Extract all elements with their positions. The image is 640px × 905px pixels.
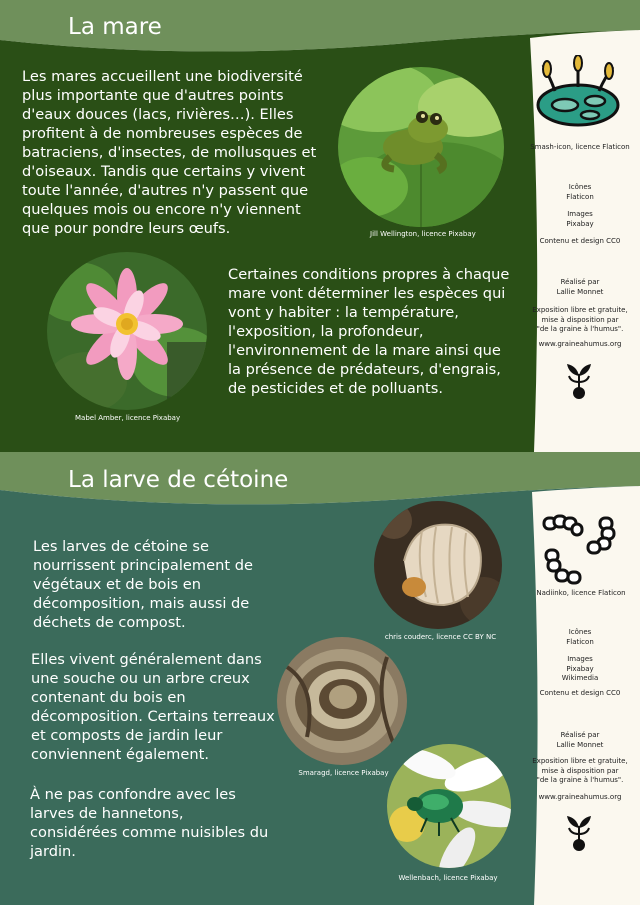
panel-la-mare <box>0 0 640 452</box>
website-link[interactable]: www.graineahumus.org <box>538 793 622 801</box>
frog-photo <box>338 67 504 227</box>
sprout-logo-icon <box>565 360 593 400</box>
larva-warning-text: À ne pas confondre avec les larves de hannetons, considérées comme nuisibles du jardin. <box>30 786 269 860</box>
rotting-wood-photo <box>277 637 407 765</box>
icons-credit: Icônes Flaticon <box>566 628 594 646</box>
beetle-photo-caption: Wellenbach, licence Pixabay <box>398 874 498 882</box>
larva-photo <box>374 501 502 629</box>
content-design-credit: Contenu et design CC0 <box>539 689 621 697</box>
pond-icon <box>535 55 621 127</box>
wood-photo-caption: Smaragd, licence Pixabay <box>298 769 389 777</box>
images-credit: Images Pixabay <box>566 210 594 228</box>
mare-intro-text: Les mares accueillent une biodiversité plus importante que d'autres points d'eaux douces (lacs, rivières…). Elles profitent à de nombreuses espèces de batraciens, d'insectes, de mollusques et d'oiseaux. Tandis que certains y vivent toute l'année, d'autres n'y passent que quelques mois ou encore n'y viennent que pour pondre leurs œufs. <box>22 68 317 237</box>
larva-diet-text: Les larves de cétoine se nourrissent principalement de végétaux et de bois en décomposition, mais aussi de déchets de compost. <box>33 538 253 631</box>
icons-credit: Icônes Flaticon <box>566 183 594 201</box>
author-credit: Réalisé par Lallie Monnet <box>556 278 604 296</box>
larva-habitat-text: Elles vivent généralement dans une souche ou un arbre creux contenant du bois en décomposition. Certains terreaux et composts de jardin leur conviennent également. <box>31 651 275 763</box>
section-title: La larve de cétoine <box>68 467 289 493</box>
exhibit-note: Exposition libre et gratuite, mise à disposition par "de la graine à l'humus". <box>532 306 628 333</box>
author-credit: Réalisé par Lallie Monnet <box>556 731 604 749</box>
icon-credit: Nadiinko, licence Flaticon <box>536 589 626 597</box>
larva-icon <box>540 514 616 586</box>
section-title: La mare <box>68 14 162 40</box>
water-lily-photo-caption: Mabel Amber, licence Pixabay <box>75 414 181 422</box>
sprout-logo-icon <box>565 812 593 852</box>
larva-photo-caption: chris couderc, licence CC BY NC <box>384 633 497 641</box>
water-lily-photo <box>47 252 207 410</box>
beetle-photo <box>387 744 511 868</box>
exhibit-note: Exposition libre et gratuite, mise à disposition par "de la graine à l'humus". <box>532 757 628 784</box>
icon-credit: Smash-icon, licence Flaticon <box>530 143 630 151</box>
frog-photo-caption: Jill Wellington, licence Pixabay <box>370 230 476 238</box>
website-link[interactable]: www.graineahumus.org <box>538 340 622 348</box>
mare-conditions-text: Certaines conditions propres à chaque mare vont déterminer les espèces qui vont y habiter : la température, l'exposition, la profondeur, l'environnement de la mare ainsi que la présence de prédateurs, d'engrais, de pesticides et de polluants. <box>228 266 510 397</box>
panel-larve-cetoine <box>0 452 640 905</box>
images-credit: Images Pixabay Wikimedia <box>561 655 599 682</box>
content-design-credit: Contenu et design CC0 <box>539 237 621 245</box>
